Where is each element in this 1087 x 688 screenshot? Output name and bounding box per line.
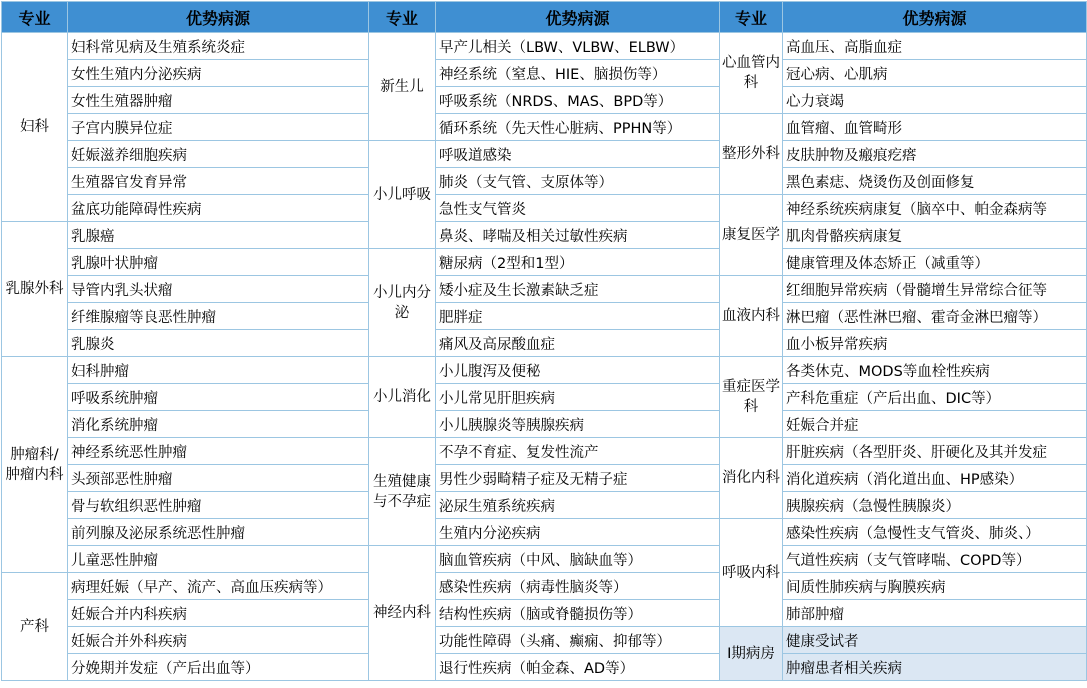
header-disease: 优势病源 [68,2,369,33]
disease-cell: 健康管理及体态矫正（减重等） [783,249,1087,276]
department-cell: 生殖健康与不孕症 [369,438,436,546]
disease-cell: 妇科肿瘤 [68,357,369,384]
department-cell: 小儿呼吸 [369,141,436,249]
disease-cell: 血小板异常疾病 [783,330,1087,357]
department-cell: 呼吸内科 [720,519,783,627]
table-row [2,438,1087,465]
table-row [2,141,1087,168]
disease-cell: 感染性疾病（急慢性支气管炎、肺炎、） [783,519,1087,546]
disease-cell: 脑血管疾病（中风、脑缺血等） [436,546,720,573]
disease-cell: 急性支气管炎 [436,195,720,222]
header-specialty: 专业 [369,2,436,33]
disease-cell: 神经系统疾病康复（脑卒中、帕金森病等 [783,195,1087,222]
disease-cell: 妊娠滋养细胞疾病 [68,141,369,168]
disease-cell: 妊娠合并症 [783,411,1087,438]
disease-cell: 鼻炎、哮喘及相关过敏性疾病 [436,222,720,249]
disease-cell: 循环系统（先天性心脏病、PPHN等） [436,114,720,141]
disease-cell: 妊娠合并内科疾病 [68,600,369,627]
disease-cell: 生殖内分泌疾病 [436,519,720,546]
table-row [2,222,1087,249]
table-row [2,600,1087,627]
disease-cell: 糖尿病（2型和1型） [436,249,720,276]
disease-cell: 心力衰竭 [783,87,1087,114]
disease-cell: 儿童恶性肿瘤 [68,546,369,573]
disease-cell: 健康受试者 [783,627,1087,654]
department-cell: I期病房 [720,627,783,681]
disease-cell: 冠心病、心肌病 [783,60,1087,87]
table-row [2,330,1087,357]
disease-cell: 妊娠合并外科疾病 [68,627,369,654]
disease-cell: 黑色素痣、烧烫伤及创面修复 [783,168,1087,195]
header-disease: 优势病源 [783,2,1087,33]
disease-cell: 不孕不育症、复发性流产 [436,438,720,465]
department-cell: 重症医学科 [720,357,783,438]
disease-cell: 痛风及高尿酸血症 [436,330,720,357]
disease-cell: 神经系统恶性肿瘤 [68,438,369,465]
table-row [2,546,1087,573]
header-row [2,2,1087,33]
disease-cell: 乳腺炎 [68,330,369,357]
disease-cell: 皮肤肿物及瘢痕疙瘩 [783,141,1087,168]
disease-cell: 小儿常见肝胆疾病 [436,384,720,411]
disease-cell: 产科危重症（产后出血、DIC等） [783,384,1087,411]
disease-cell: 肌肉骨骼疾病康复 [783,222,1087,249]
disease-cell: 盆底功能障碍性疾病 [68,195,369,222]
disease-cell: 红细胞异常疾病（骨髓增生异常综合征等 [783,276,1087,303]
disease-cell: 导管内乳头状瘤 [68,276,369,303]
disease-cell: 妇科常见病及生殖系统炎症 [68,33,369,60]
disease-cell: 呼吸道感染 [436,141,720,168]
disease-cell: 病理妊娠（早产、流产、高血压疾病等） [68,573,369,600]
table-row [2,60,1087,87]
disease-cell: 淋巴瘤（恶性淋巴瘤、霍奇金淋巴瘤等） [783,303,1087,330]
table-row [2,276,1087,303]
table-row [2,627,1087,654]
department-cell: 产科 [2,573,68,681]
department-cell: 小儿内分泌 [369,249,436,357]
disease-cell: 肥胖症 [436,303,720,330]
disease-cell: 功能性障碍（头痛、癫痫、抑郁等） [436,627,720,654]
disease-cell: 分娩期并发症（产后出血等） [68,654,369,681]
table-row [2,519,1087,546]
department-cell: 肿瘤科/肿瘤内科 [2,357,68,573]
disease-cell: 高血压、高脂血症 [783,33,1087,60]
disease-cell: 胰腺疾病（急慢性胰腺炎） [783,492,1087,519]
disease-cell: 气道性疾病（支气管哮喘、COPD等） [783,546,1087,573]
disease-cell: 生殖器官发育异常 [68,168,369,195]
disease-cell: 消化系统肿瘤 [68,411,369,438]
department-cell: 神经内科 [369,546,436,681]
department-cell: 新生儿 [369,33,436,141]
table-row [2,384,1087,411]
department-cell: 消化内科 [720,438,783,519]
disease-cell: 神经系统（窒息、HIE、脑损伤等） [436,60,720,87]
table-row [2,573,1087,600]
disease-cell: 矮小症及生长激素缺乏症 [436,276,720,303]
department-cell: 小儿消化 [369,357,436,438]
disease-cell: 纤维腺瘤等良恶性肿瘤 [68,303,369,330]
disease-cell: 各类休克、MODS等血栓性疾病 [783,357,1087,384]
disease-cell: 前列腺及泌尿系统恶性肿瘤 [68,519,369,546]
disease-cell: 血管瘤、血管畸形 [783,114,1087,141]
header-specialty: 专业 [720,2,783,33]
disease-cell: 头颈部恶性肿瘤 [68,465,369,492]
department-cell: 整形外科 [720,114,783,195]
department-cell: 乳腺外科 [2,222,68,357]
department-cell: 血液内科 [720,276,783,357]
disease-cell: 早产儿相关（LBW、VLBW、ELBW） [436,33,720,60]
disease-cell: 呼吸系统（NRDS、MAS、BPD等） [436,87,720,114]
disease-cell: 女性生殖器肿瘤 [68,87,369,114]
table-row [2,195,1087,222]
table-row [2,492,1087,519]
table-row [2,465,1087,492]
disease-cell: 骨与软组织恶性肿瘤 [68,492,369,519]
disease-cell: 感染性疾病（病毒性脑炎等） [436,573,720,600]
disease-cell: 女性生殖内分泌疾病 [68,60,369,87]
disease-cell: 男性少弱畸精子症及无精子症 [436,465,720,492]
disease-cell: 肝脏疾病（各型肝炎、肝硬化及其并发症 [783,438,1087,465]
header-specialty: 专业 [2,2,68,33]
disease-cell: 小儿腹泻及便秘 [436,357,720,384]
table-row [2,654,1087,681]
disease-source-table [1,1,1087,681]
disease-cell: 肺部肿瘤 [783,600,1087,627]
disease-cell: 呼吸系统肿瘤 [68,384,369,411]
disease-cell: 间质性肺疾病与胸膜疾病 [783,573,1087,600]
table-row [2,411,1087,438]
disease-cell: 退行性疾病（帕金森、AD等） [436,654,720,681]
table-row [2,87,1087,114]
department-cell: 康复医学 [720,195,783,276]
table-row [2,33,1087,60]
disease-cell: 肺炎（支气管、支原体等） [436,168,720,195]
disease-cell: 结构性疾病（脑或脊髓损伤等） [436,600,720,627]
table-row [2,303,1087,330]
disease-cell: 肿瘤患者相关疾病 [783,654,1087,681]
disease-cell: 乳腺癌 [68,222,369,249]
table-row [2,357,1087,384]
header-disease: 优势病源 [436,2,720,33]
disease-cell: 消化道疾病（消化道出血、HP感染） [783,465,1087,492]
disease-cell: 泌尿生殖系统疾病 [436,492,720,519]
table-row [2,168,1087,195]
table-row [2,249,1087,276]
department-cell: 心血管内科 [720,33,783,114]
department-cell: 妇科 [2,33,68,222]
disease-cell: 乳腺叶状肿瘤 [68,249,369,276]
disease-cell: 子宫内膜异位症 [68,114,369,141]
disease-cell: 小儿胰腺炎等胰腺疾病 [436,411,720,438]
table-row [2,114,1087,141]
